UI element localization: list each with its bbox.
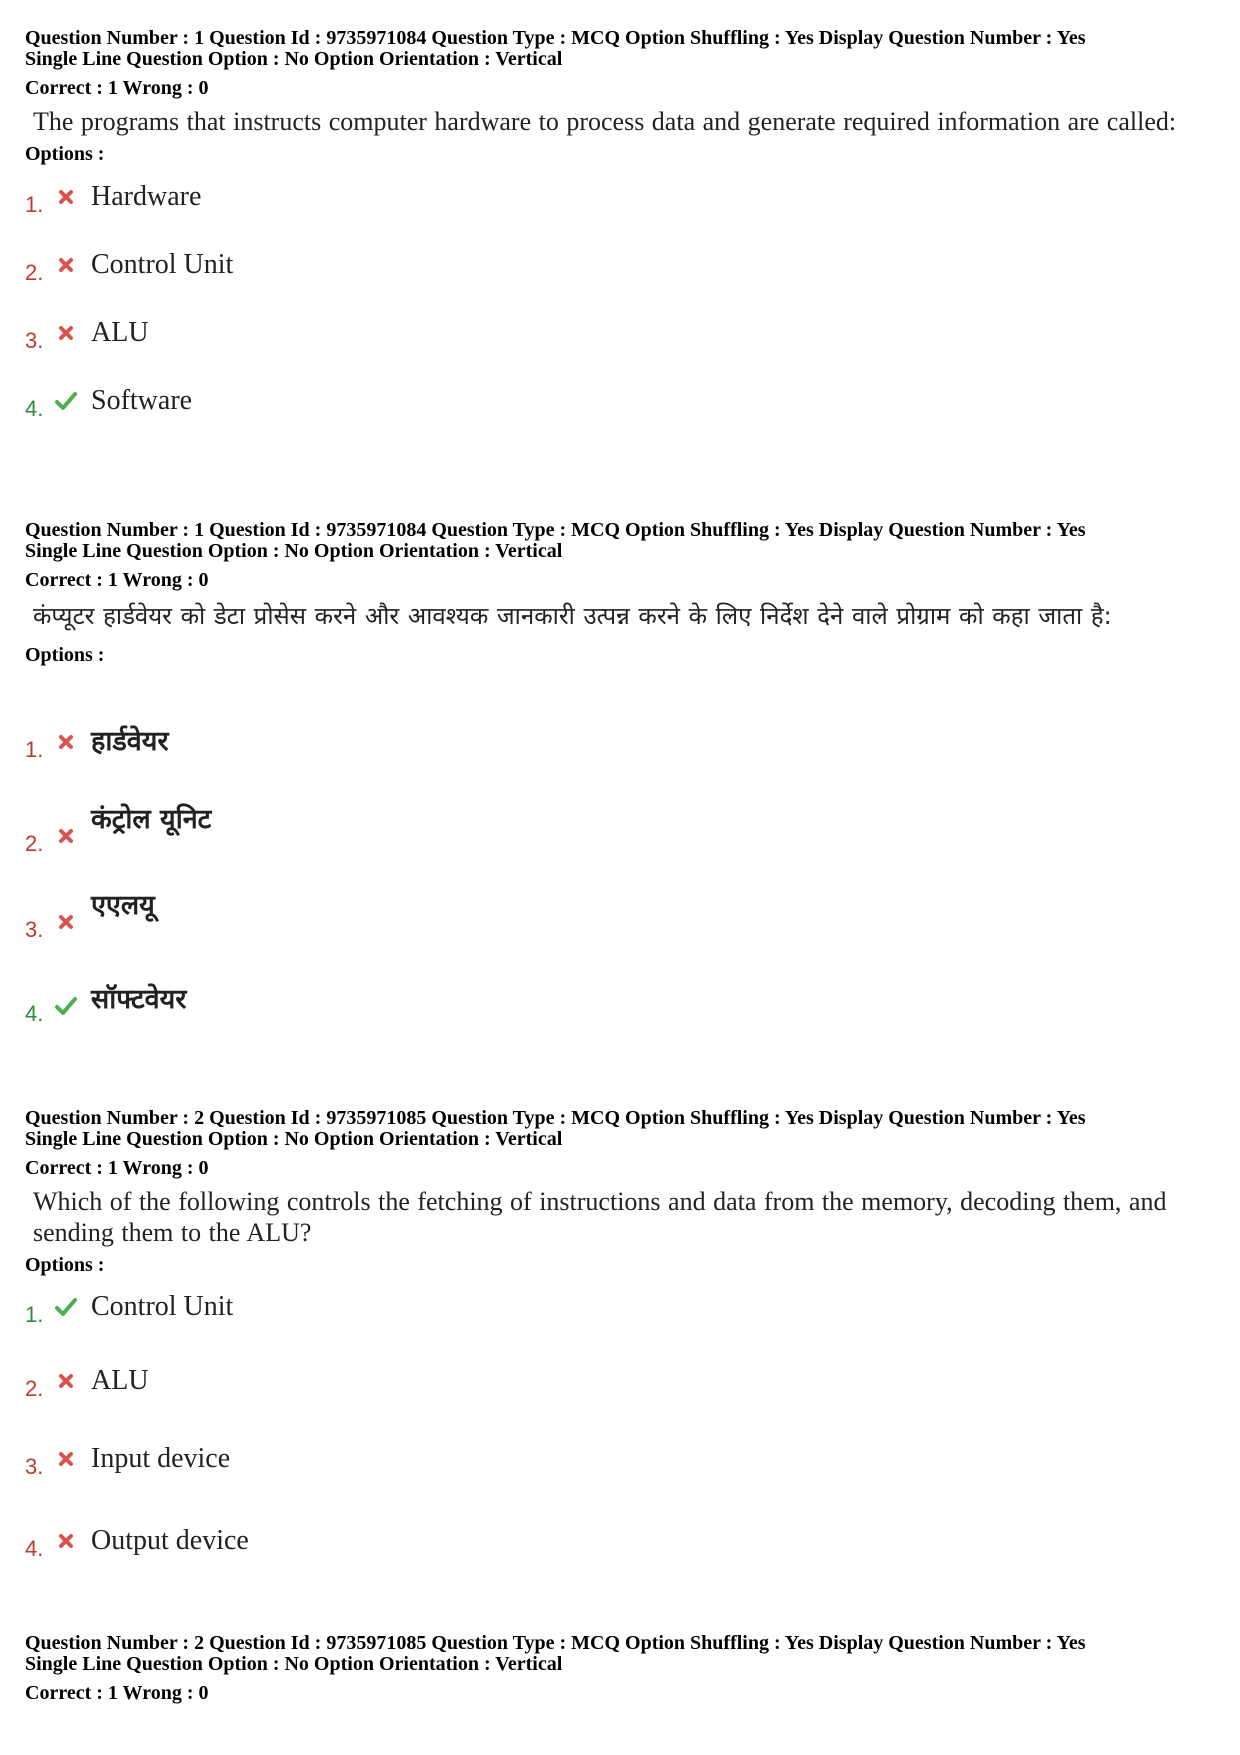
question-meta-line: Question Number : 1 Question Id : 9735971084 Question Type : MCQ Option Shuffling : Yes Display Question Number : Yes <box>25 27 1086 49</box>
option-number: 3. <box>25 1454 44 1479</box>
option-item <box>25 725 625 765</box>
option-item <box>25 984 625 1029</box>
question-meta-line: Single Line Question Option : No Option Orientation : Vertical <box>25 1128 563 1150</box>
option-text: Control Unit <box>91 249 234 280</box>
option-text: Hardware <box>91 181 202 212</box>
question-text: Which of the following controls the fetching of instructions and data from the memory, decoding them, and sending them to the ALU? <box>33 1187 1167 1247</box>
option-text: Software <box>91 385 193 416</box>
option-number: 1. <box>25 737 44 762</box>
option-item <box>25 890 625 945</box>
score-line: Correct : 1 Wrong : 0 <box>25 77 209 99</box>
option-item <box>25 1364 625 1404</box>
check-icon <box>53 1294 79 1320</box>
option-number: 2. <box>25 1376 44 1401</box>
question-meta-line: Single Line Question Option : No Option Orientation : Vertical <box>25 540 563 562</box>
question-block <box>25 520 1220 666</box>
option-text: हार्डवेयर <box>91 726 169 757</box>
check-icon <box>53 993 79 1019</box>
question-meta-line: Question Number : 2 Question Id : 9735971085 Question Type : MCQ Option Shuffling : Yes Display Question Number : Yes <box>25 1107 1086 1129</box>
option-text: Input device <box>91 1443 231 1474</box>
option-text: Control Unit <box>91 1291 234 1322</box>
option-item <box>25 804 625 859</box>
option-item <box>25 1442 625 1482</box>
cross-icon <box>53 909 79 935</box>
option-text: सॉफ्टवेयर <box>91 984 187 1015</box>
option-number: 1. <box>25 192 44 217</box>
option-item <box>25 248 625 288</box>
question-meta-line: Single Line Question Option : No Option Orientation : Vertical <box>25 48 563 70</box>
cross-icon <box>53 823 79 849</box>
option-item <box>25 384 625 424</box>
option-item <box>25 316 625 356</box>
option-text: Output device <box>91 1525 249 1556</box>
cross-icon <box>53 320 79 346</box>
option-item <box>25 1290 625 1330</box>
cross-icon <box>53 729 79 755</box>
option-number: 4. <box>25 1001 44 1026</box>
question-meta-line: Single Line Question Option : No Option Orientation : Vertical <box>25 1653 563 1675</box>
option-number: 3. <box>25 917 44 942</box>
question-meta-line: Question Number : 2 Question Id : 9735971085 Question Type : MCQ Option Shuffling : Yes Display Question Number : Yes <box>25 1632 1086 1654</box>
option-text: ALU <box>91 1365 149 1396</box>
option-text: कंट्रोल यूनिट <box>91 804 212 835</box>
option-number: 2. <box>25 260 44 285</box>
cross-icon <box>53 184 79 210</box>
option-number: 4. <box>25 1536 44 1561</box>
score-line: Correct : 1 Wrong : 0 <box>25 569 209 591</box>
question-text: कंप्यूटर हार्डवेयर को डेटा प्रोसेस करने और आवश्यक जानकारी उत्पन्न करने के लिए निर्देश देने वाले प्रोग्राम को कहा जाता है: <box>33 602 1112 630</box>
option-number: 1. <box>25 1302 44 1327</box>
question-block <box>25 28 1220 165</box>
question-text: The programs that instructs computer hardware to process data and generate required information are called: <box>33 107 1177 136</box>
check-icon <box>53 388 79 414</box>
option-text: एएलयू <box>91 890 155 921</box>
options-label: Options : <box>25 644 105 666</box>
cross-icon <box>53 1446 79 1472</box>
options-label: Options : <box>25 143 105 165</box>
score-line: Correct : 1 Wrong : 0 <box>25 1682 209 1704</box>
options-label: Options : <box>25 1254 105 1276</box>
question-block <box>25 1108 1220 1276</box>
option-number: 3. <box>25 328 44 353</box>
cross-icon <box>53 1368 79 1394</box>
question-block <box>25 1633 1220 1704</box>
option-text: ALU <box>91 317 149 348</box>
option-number: 2. <box>25 831 44 856</box>
option-item <box>25 1524 625 1564</box>
cross-icon <box>53 252 79 278</box>
cross-icon <box>53 1528 79 1554</box>
option-number: 4. <box>25 396 44 421</box>
score-line: Correct : 1 Wrong : 0 <box>25 1157 209 1179</box>
question-meta-line: Question Number : 1 Question Id : 9735971084 Question Type : MCQ Option Shuffling : Yes Display Question Number : Yes <box>25 519 1086 541</box>
option-item <box>25 180 625 220</box>
